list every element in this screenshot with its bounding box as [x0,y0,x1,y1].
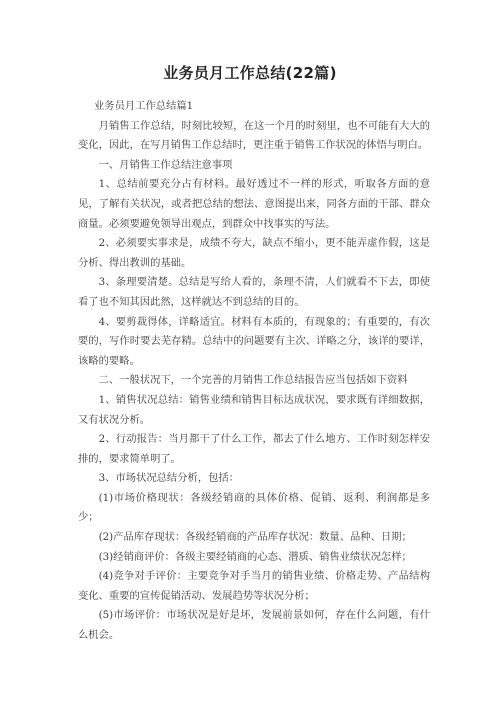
paragraph: 1、总结前要充分占有材料。最好透过不一样的形式，听取各方面的意见，了解有关状况，或者把总结的想法、意图提出来，同各方面的干部、群众商量。必须要避免领导出观点，到群众中找事实的写法。 [78,178,430,230]
paragraph: (1)市场价格现状：各级经销商的具体价格、促销、返利、利润都是多少； [78,491,430,524]
paragraph: 3、市场状况总结分析，包括： [98,472,240,485]
paragraph: 1、销售状况总结：销售业绩和销售目标达成状况，要求既有详细数据，又有状况分析。 [78,393,430,426]
paragraph: 3、条理要清楚。总结是写给人看的，条理不清，人们就看不下去，即使看了也不知其因此然，这样就达不到总结的目的。 [78,276,430,308]
paragraph: 月销售工作总结，时刻比较短，在这一个月的时刻里，也不可能有大大的变化，因此，在写月销售工作总结时，更注重于销售工作状况的体悟与明白。 [78,119,430,152]
paragraph: (5)市场评价：市场状况是好是坏，发展前景如何，存在什么问题，有什么机会。 [78,609,430,642]
section-heading: 一、月销售工作总结注意事项 [98,158,233,171]
document-body [78,97,430,646]
paragraph: (3)经销商评价：各级主要经销商的心态、潜质、销售业绩状况怎样； [98,550,412,563]
paragraph: 2、行动报告：当月都干了什么工作，都去了什么地方、工作时刻怎样安排的，要求简单明了。 [78,433,430,465]
section-heading: 业务员月工作总结篇1 [94,100,194,112]
paragraph: 4、要剪裁得体，详略适宜。材料有本质的，有现象的；有重要的，有次要的，写作时要去芜存精。总结中的问题要有主次、详略之分，该详的要详，该略的要略。 [78,315,430,367]
paragraph: (2)产品库存现状：各级经销商的产品库存状况：数量、品种、日期； [98,531,412,544]
document-title: 业务员月工作总结(22篇) [163,64,337,82]
paragraph: 2、必须要实事求是，成绩不夸大，缺点不缩小，更不能弄虚作假，这是分析、得出教训的基础。 [78,237,430,269]
section-heading: 二、一般状况下，一个完善的月销售工作总结报告应当包括如下资料 [98,374,408,387]
paragraph: (4)竞争对手评价：主要竞争对手当月的销售业绩、价格走势、产品结构变化、重要的宣传促销活动、发展趋势等状况分析； [78,570,430,602]
